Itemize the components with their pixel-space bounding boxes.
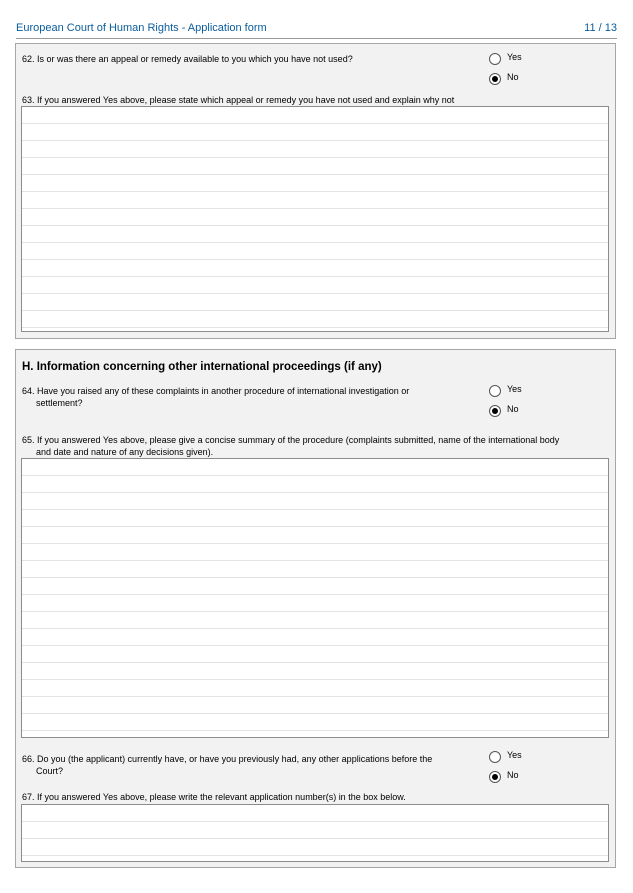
q65-text-area[interactable] [21,458,609,738]
q65-label-line1: 65. If you answered Yes above, please give a concise summary of the procedure (complaints submitted, name of the international body [22,435,560,445]
section-g-panel [15,43,616,339]
q64-yes-radio[interactable] [489,385,501,397]
question-65-label [22,434,559,458]
section-h-title: H. Information concerning other international proceedings (if any) [22,361,382,373]
section-h-panel [15,349,616,868]
question-66-label [22,753,432,777]
q64-label-line1: 64. Have you raised any of these complaints in another procedure of international investigation or [22,386,410,396]
q63-text-area[interactable] [21,106,609,332]
q62-no-label: No [507,72,519,82]
q64-yes-label: Yes [507,384,522,394]
q62-no-radio[interactable] [489,73,501,85]
q65-label-line2: and date and nature of any decisions given). [36,447,214,457]
header-divider [16,38,617,39]
question-62-label: 62. Is or was there an appeal or remedy available to you which you have not used? [22,54,353,64]
q66-no-radio[interactable] [489,771,501,783]
question-64-label [22,385,409,409]
q66-label-line2: Court? [36,766,64,776]
q66-no-label: No [507,770,519,780]
form-title: European Court of Human Rights - Application form [16,22,267,34]
q64-no-label: No [507,404,519,414]
question-63-label: 63. If you answered Yes above, please state which appeal or remedy you have not used and explain why not [22,95,455,105]
q66-yes-radio[interactable] [489,751,501,763]
q66-label-line1: 66. Do you (the applicant) currently have, or have you previously had, any other applications before the [22,754,433,764]
page-number: 11 / 13 [584,22,617,34]
page-header [16,22,617,38]
question-67-label: 67. If you answered Yes above, please write the relevant application number(s) in the box below. [22,792,406,802]
q62-yes-label: Yes [507,52,522,62]
q66-yes-label: Yes [507,750,522,760]
q64-no-radio[interactable] [489,405,501,417]
q67-text-area[interactable] [21,804,609,862]
q62-yes-radio[interactable] [489,53,501,65]
q64-label-line2: settlement? [36,398,83,408]
